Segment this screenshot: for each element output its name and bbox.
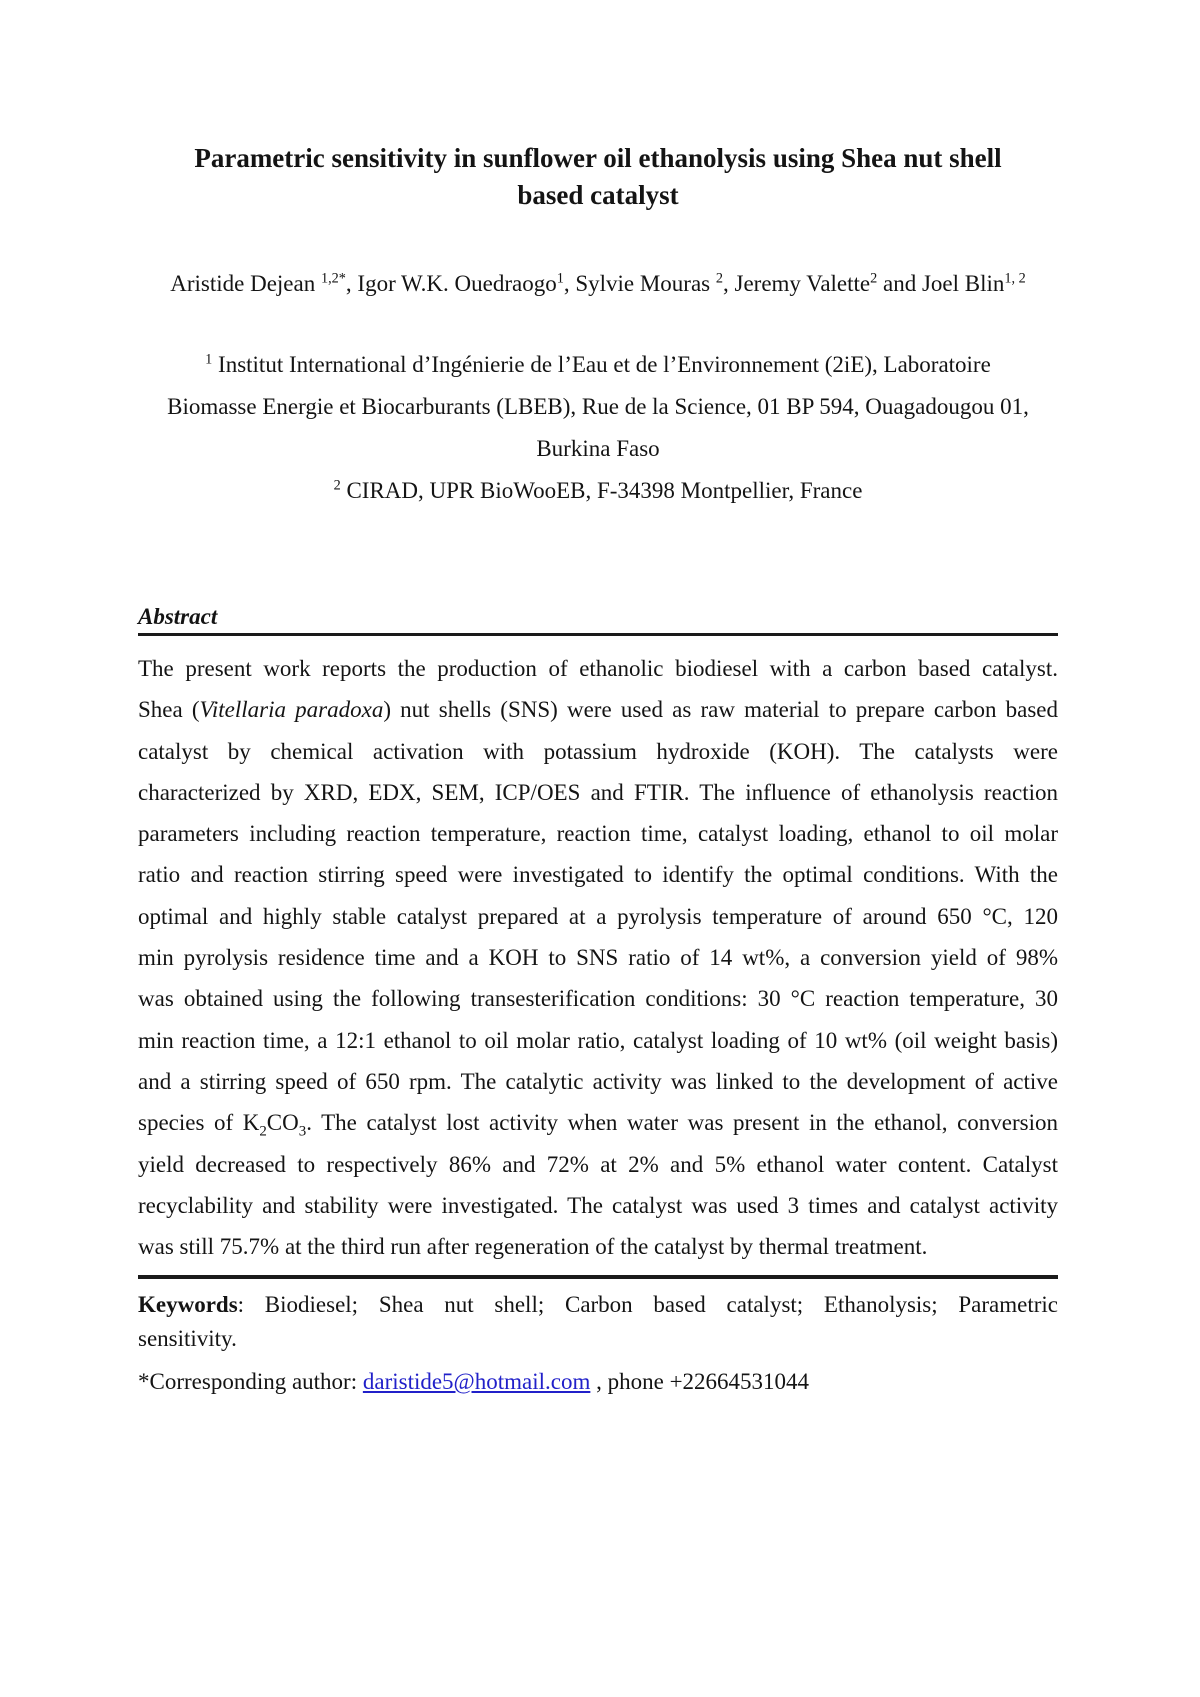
text-segment: The present work reports the production of ethanolic biodiesel with a carbon based catalyst.	[138, 656, 1058, 681]
text-segment: 1,2*	[320, 270, 346, 287]
text-segment: Burkina Faso	[536, 436, 660, 461]
abstract-line	[138, 772, 1058, 813]
text-segment: sensitivity.	[138, 1326, 237, 1351]
text-segment: ratio and reaction stirring speed were investigated to identify the optimal conditions. With the	[138, 862, 1058, 888]
text-segment: Keywords	[138, 1292, 238, 1317]
text-segment: CIRAD, UPR BioWooEB, F-34398 Montpellier, France	[340, 478, 863, 503]
text-segment: . The catalyst lost activity when water was present in the ethanol, conversion	[306, 1110, 1059, 1136]
text-segment: was still 75.7% at the third run after regeneration of the catalyst by thermal treatment.	[138, 1234, 928, 1260]
text-segment: , phone +22664531044	[590, 1369, 810, 1394]
text-segment: min pyrolysis residence time and a KOH to SNS ratio of 14 wt%, a conversion yield of 98%	[138, 945, 1058, 971]
text-segment: , Igor W.K. Ouedraogo	[345, 271, 557, 296]
abstract-line	[138, 1185, 1058, 1226]
text-segment: parameters including reaction temperature, reaction time, catalyst loading, ethanol to oil molar	[138, 821, 1058, 847]
text-segment: 1	[205, 351, 213, 368]
paper-title	[138, 140, 1058, 214]
text-segment: Institut International d’Ingénierie de l’Eau et de l’Environnement (2iE), Laboratoire	[212, 352, 991, 377]
text-segment: was obtained using the following transesterification conditions: 30 °C reaction temperature, 30	[138, 986, 1058, 1012]
abstract-line	[138, 689, 1058, 730]
text-segment: 3	[298, 1123, 307, 1140]
text-segment: 1, 2	[1004, 270, 1026, 287]
text-segment: 2	[259, 1123, 267, 1140]
text-segment: ) nut shells (SNS) were used as raw material to prepare carbon based	[383, 697, 1058, 723]
text-segment: and Joel Blin	[877, 271, 1005, 296]
text-segment: 2	[333, 477, 341, 494]
abstract-line	[138, 731, 1058, 772]
text-segment: catalyst by chemical activation with potassium hydroxide (KOH). The catalysts were	[138, 738, 1058, 764]
text-segment: species of K	[138, 1110, 260, 1136]
text-segment: recyclability and stability were investigated. The catalyst was used 3 times and catalyst activity	[138, 1192, 1058, 1218]
text-segment: min reaction time, a 12:1 ethanol to oil molar ratio, catalyst loading of 10 wt% (oil weight basis)	[138, 1027, 1058, 1053]
abstract-line	[138, 937, 1058, 978]
keywords	[138, 1288, 1058, 1356]
abstract-top-rule	[138, 633, 1058, 636]
abstract-line	[138, 1226, 1058, 1267]
abstract-line	[138, 1061, 1058, 1102]
text-segment: optimal and highly stable catalyst prepared at a pyrolysis temperature of around 650 °C, 120	[138, 903, 1058, 929]
text-segment: Shea (	[138, 697, 200, 723]
affiliation-line	[138, 386, 1058, 428]
text-segment: Vitellaria paradoxa	[199, 697, 384, 723]
abstract-line	[138, 978, 1058, 1019]
keywords-line	[138, 1322, 1058, 1356]
text-segment: CO	[266, 1110, 299, 1136]
email-link[interactable]: daristide5@hotmail.com	[362, 1369, 591, 1394]
abstract-line	[138, 1020, 1058, 1061]
paper-title-line-2: based catalyst	[517, 180, 679, 210]
author-list-line	[138, 268, 1058, 300]
keywords-line	[138, 1288, 1058, 1322]
text-segment: yield decreased to respectively 86% and 72% at 2% and 5% ethanol water content. Catalyst	[138, 1151, 1058, 1177]
affiliation-line	[138, 470, 1058, 512]
corresponding-author	[138, 1366, 1058, 1398]
abstract-line	[138, 896, 1058, 937]
abstract-body	[138, 648, 1058, 1267]
abstract-line	[138, 648, 1058, 689]
affiliation-line	[138, 344, 1058, 386]
affiliation-line	[138, 428, 1058, 470]
text-segment: and a stirring speed of 650 rpm. The catalytic activity was linked to the development of active	[138, 1068, 1058, 1094]
paper-title-line-1: Parametric sensitivity in sunflower oil ethanolysis using Shea nut shell	[194, 143, 1002, 173]
text-segment: 2	[715, 270, 724, 287]
text-segment: , Jeremy Valette	[723, 271, 871, 296]
text-segment: *Corresponding author:	[138, 1369, 363, 1394]
abstract-line	[138, 1144, 1058, 1185]
abstract-heading: Abstract	[138, 604, 218, 629]
text-segment: : Biodiesel; Shea nut shell; Carbon based catalyst; Ethanolysis; Parametric	[237, 1292, 1058, 1317]
corresponding-author-line	[138, 1366, 1058, 1398]
abstract-bottom-rule	[138, 1275, 1058, 1279]
text-segment: Aristide Dejean	[170, 271, 321, 296]
text-segment: , Sylvie Mouras	[563, 271, 716, 296]
text-segment: 2	[870, 270, 878, 287]
text-segment: characterized by XRD, EDX, SEM, ICP/OES and FTIR. The influence of ethanolysis reaction	[138, 779, 1058, 805]
abstract-line	[138, 1102, 1058, 1143]
abstract-line	[138, 854, 1058, 895]
authors-line	[138, 268, 1058, 300]
text-segment: 1	[556, 270, 564, 287]
affiliations	[138, 344, 1058, 512]
abstract-line	[138, 813, 1058, 854]
text-segment: Biomasse Energie et Biocarburants (LBEB), Rue de la Science, 01 BP 594, Ouagadougou 01,	[167, 394, 1029, 419]
